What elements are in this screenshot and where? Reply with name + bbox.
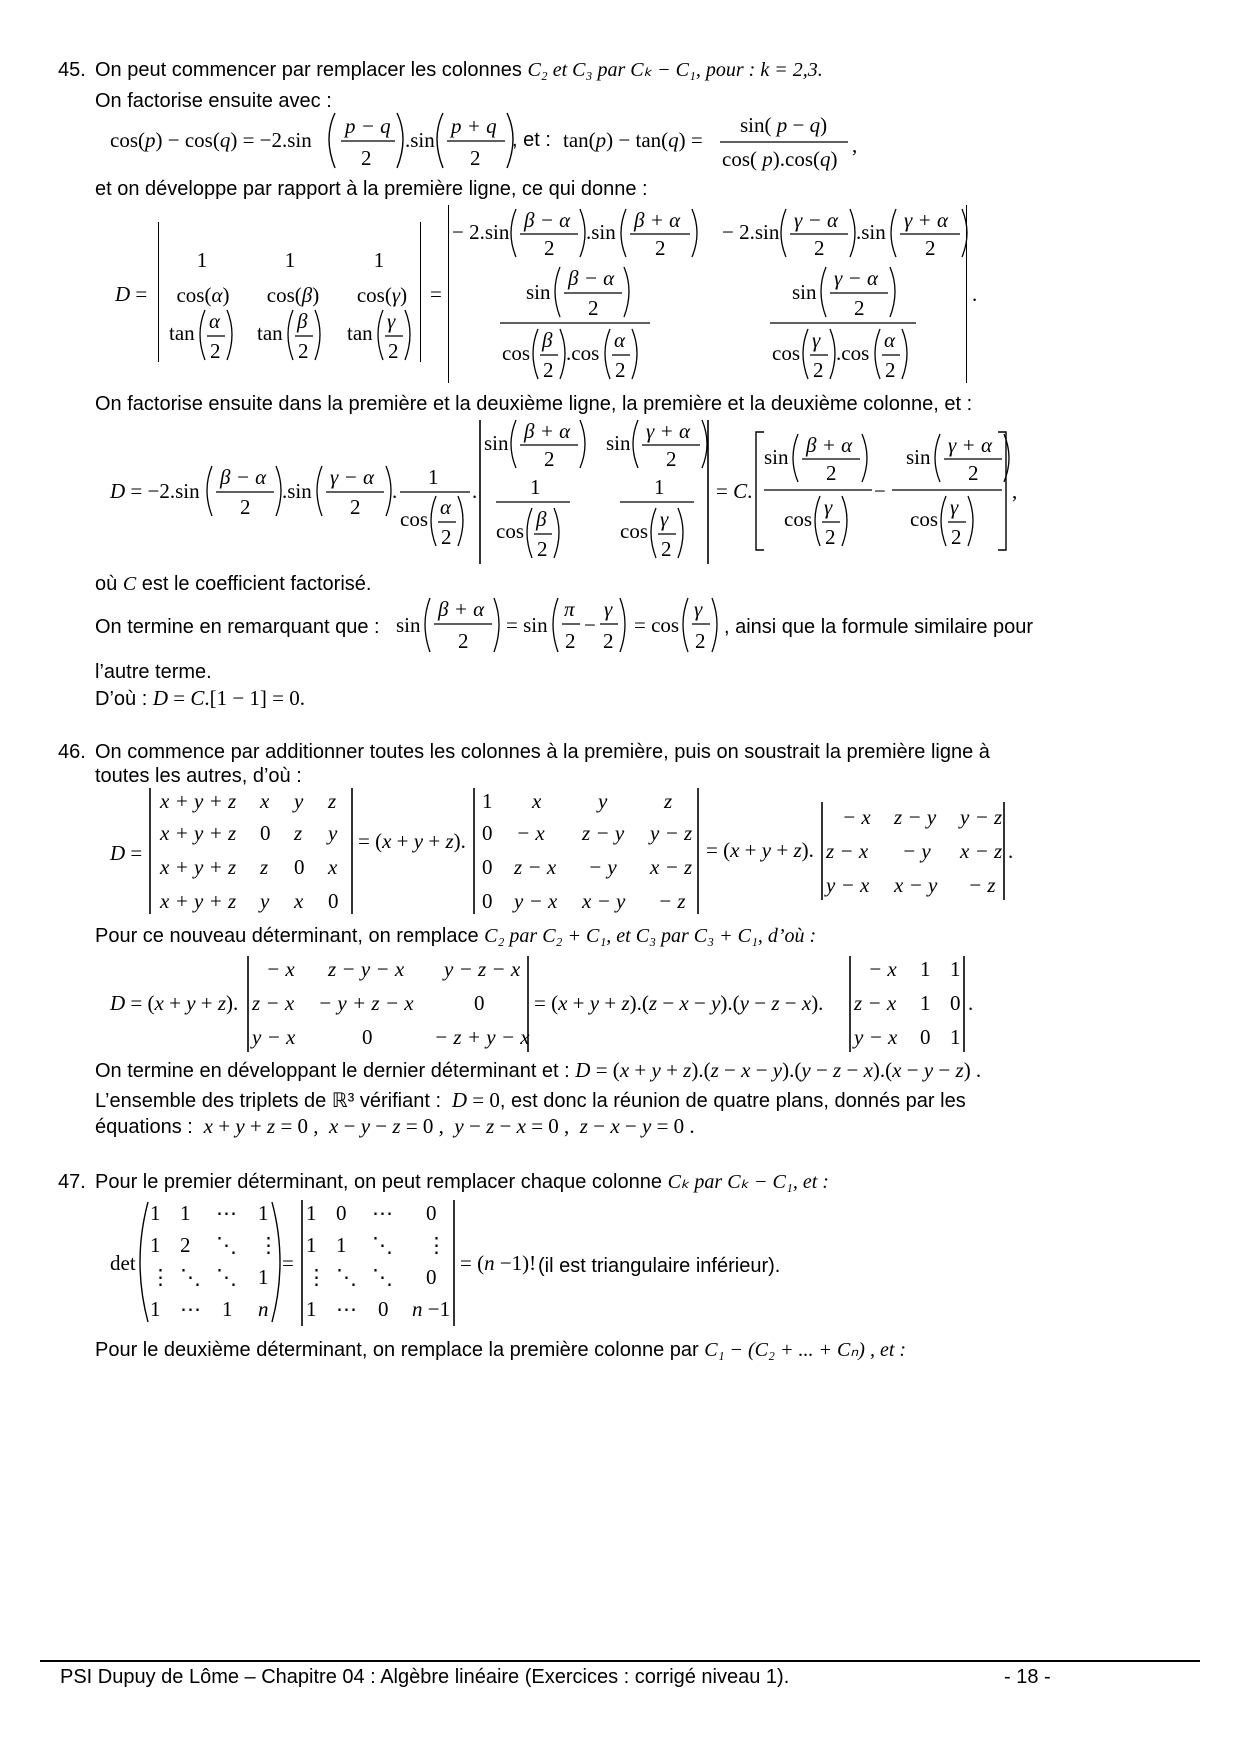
svg-text:1: 1 xyxy=(336,1233,347,1257)
svg-text:y − x: y − x xyxy=(252,1025,296,1049)
svg-text:γ: γ xyxy=(694,597,703,621)
svg-text:y − x: y − x xyxy=(826,873,870,897)
svg-text:.: . xyxy=(472,479,478,503)
ex45-det1-cell: 1 xyxy=(196,248,208,272)
ex45-line8 xyxy=(95,686,305,711)
svg-text:.cos: .cos xyxy=(566,341,600,365)
svg-text:− y: − y xyxy=(588,855,617,879)
svg-text:0: 0 xyxy=(482,889,493,913)
page-number: - 18 - xyxy=(1004,1666,1051,1688)
svg-text:⋯: ⋯ xyxy=(180,1297,201,1321)
svg-text:= (x + y + z).: = (x + y + z). xyxy=(706,838,814,862)
svg-text:1: 1 xyxy=(920,957,931,981)
svg-text:0: 0 xyxy=(920,1025,931,1049)
svg-text:2: 2 xyxy=(655,236,666,260)
svg-text:⋱: ⋱ xyxy=(216,1233,237,1257)
ex45-line6-math xyxy=(394,592,734,662)
svg-text:y − z: y − z xyxy=(960,805,1003,829)
svg-text:0: 0 xyxy=(378,1297,389,1321)
svg-text:− y: − y xyxy=(902,839,931,863)
svg-text:⋱: ⋱ xyxy=(180,1265,201,1289)
footer-rule xyxy=(40,1660,1200,1662)
svg-text:,: , xyxy=(852,133,858,157)
svg-text:sin: sin xyxy=(764,445,789,469)
svg-text:− z + y − x: − z + y − x xyxy=(434,1025,530,1049)
svg-text:γ − α: γ − α xyxy=(330,465,374,489)
svg-text:.sin: .sin xyxy=(586,220,616,244)
svg-text:2: 2 xyxy=(825,525,836,549)
svg-text:y: y xyxy=(328,821,338,845)
ex46-line3 xyxy=(95,924,816,948)
svg-text:.sin: .sin xyxy=(856,220,886,244)
svg-text:z: z xyxy=(260,855,269,879)
svg-text:γ + α: γ + α xyxy=(646,419,690,443)
svg-text:β: β xyxy=(297,309,308,333)
svg-text:cos: cos xyxy=(772,341,800,365)
svg-text:sin: sin xyxy=(606,431,631,455)
svg-text:0: 0 xyxy=(474,991,485,1015)
svg-text:2: 2 xyxy=(388,339,399,363)
svg-text:y − z − x: y − z − x xyxy=(444,957,521,981)
svg-text:x + y + z: x + y + z xyxy=(160,789,237,813)
svg-text:y − x: y − x xyxy=(854,1025,898,1049)
svg-text:D = (x + y + z).: D = (x + y + z). xyxy=(110,991,239,1015)
svg-text:γ: γ xyxy=(812,328,821,352)
ex45-det1-cell: cos(β) xyxy=(266,283,320,307)
svg-text:z − x: z − x xyxy=(514,855,557,879)
ex45-det1-cell: 1 xyxy=(284,248,296,272)
svg-text:2: 2 xyxy=(826,461,837,485)
svg-text:2: 2 xyxy=(180,1233,191,1257)
ex47-line1 xyxy=(95,1170,829,1194)
svg-text:⋮: ⋮ xyxy=(258,1233,279,1257)
ex45-line1 xyxy=(95,58,823,82)
svg-text:z: z xyxy=(328,789,337,813)
svg-text:.: . xyxy=(392,479,398,503)
svg-text:x: x xyxy=(260,789,270,813)
svg-text:2: 2 xyxy=(666,447,677,471)
ex45-line1-text: On peut commencer par remplacer les colonnes xyxy=(95,59,522,81)
ex46-line4-math: D = (x + y + z).(z − x − y).(y − z − x).(x − y − z) . xyxy=(575,1058,982,1082)
svg-text:1: 1 xyxy=(920,991,931,1015)
svg-text:2: 2 xyxy=(441,525,452,549)
svg-text:β − α: β − α xyxy=(568,266,615,290)
svg-text:2: 2 xyxy=(361,146,372,170)
svg-text:cos: cos xyxy=(784,507,812,531)
svg-text:γ − α: γ − α xyxy=(794,208,838,232)
svg-text:z: z xyxy=(294,821,303,845)
svg-text:γ: γ xyxy=(387,309,396,333)
svg-text:α: α xyxy=(884,328,896,352)
svg-text:1: 1 xyxy=(180,1201,191,1225)
svg-text:1: 1 xyxy=(306,1297,317,1321)
svg-text:1: 1 xyxy=(222,1297,233,1321)
ex47-line1-math: Cₖ par Cₖ − C₁, et : xyxy=(667,1171,829,1193)
svg-text:2: 2 xyxy=(814,236,825,260)
svg-text:0: 0 xyxy=(426,1265,437,1289)
svg-text:2: 2 xyxy=(615,358,626,382)
ex45-identity-tan-fraction xyxy=(718,112,868,172)
svg-text:⋱: ⋱ xyxy=(216,1265,237,1289)
ex45-det1rhs-right-bar xyxy=(966,205,967,383)
svg-text:.sin: .sin xyxy=(405,128,435,152)
footer-title: PSI Dupuy de Lôme – Chapitre 04 : Algèbre linéaire (Exercices : corrigé niveau 1). xyxy=(60,1666,790,1688)
ex45-line4: On factorise ensuite dans la première et la deuxième ligne, la première et la deuxième colonne, et : xyxy=(95,393,973,415)
svg-text:sin( p − q): sin( p − q) xyxy=(740,113,828,137)
svg-text:β + α: β + α xyxy=(634,208,681,232)
svg-text:1: 1 xyxy=(482,789,493,813)
svg-text:x + y + z: x + y + z xyxy=(160,855,237,879)
ex45-det2 xyxy=(108,418,1128,568)
svg-text:y: y xyxy=(294,789,304,813)
svg-text:tan: tan xyxy=(347,321,373,345)
ex45-det1-cell: cos(γ) xyxy=(356,283,408,307)
ex45-line6-end: , ainsi que la formule similaire pour xyxy=(724,616,1034,638)
exercise-number-45: 45. xyxy=(58,59,86,81)
exercise-number-47: 47. xyxy=(58,1171,86,1193)
ex45-det1rhs-left-bar xyxy=(448,205,449,383)
svg-text:0: 0 xyxy=(426,1201,437,1225)
svg-text:2: 2 xyxy=(661,537,672,561)
svg-text:z − y: z − y xyxy=(894,805,937,829)
svg-text:y − x: y − x xyxy=(514,889,558,913)
svg-text:2: 2 xyxy=(588,296,599,320)
svg-text:0: 0 xyxy=(294,855,305,879)
ex46-line5-text-a: L’ensemble des triplets de ℝ³ vérifiant : xyxy=(95,1090,442,1112)
svg-text:γ: γ xyxy=(660,507,669,531)
svg-text:n: n xyxy=(258,1297,269,1321)
ex46-line6-text: équations : xyxy=(95,1116,193,1138)
svg-text:⋮: ⋮ xyxy=(150,1265,171,1289)
svg-text:2: 2 xyxy=(537,537,548,561)
svg-text:x: x xyxy=(532,789,542,813)
svg-text:.: . xyxy=(1008,839,1014,863)
svg-text:γ: γ xyxy=(604,597,613,621)
svg-text:y: y xyxy=(598,789,608,813)
ex45-identity-cos-fraction xyxy=(325,108,525,178)
svg-text:1: 1 xyxy=(950,957,961,981)
svg-text:= (x + y + z).(z − x − y).(y −: = (x + y + z).(z − x − y).(y − z − x). xyxy=(534,991,824,1015)
ex46-second-line xyxy=(108,952,988,1057)
svg-text:⋯: ⋯ xyxy=(336,1297,357,1321)
svg-text:x − y: x − y xyxy=(582,889,626,913)
svg-text:cos( p).cos(q): cos( p).cos(q) xyxy=(722,147,838,171)
svg-text:⋮: ⋮ xyxy=(426,1233,447,1257)
svg-text:x + y + z: x + y + z xyxy=(160,821,237,845)
svg-text:1: 1 xyxy=(950,1025,961,1049)
svg-text:.sin: .sin xyxy=(282,479,312,503)
svg-text:1: 1 xyxy=(150,1201,161,1225)
ex46-line6 xyxy=(95,1114,695,1139)
svg-text:det: det xyxy=(110,1251,136,1275)
ex47-line2-text: Pour le deuxième déterminant, on remplace la première colonne par xyxy=(95,1339,699,1361)
svg-text:= (n −1)!: = (n −1)! xyxy=(460,1251,537,1275)
svg-text:1: 1 xyxy=(306,1201,317,1225)
ex46-line6-math: x + y + z = 0 , x − y − z = 0 , y − z − x = 0 , z − x − y = 0 . xyxy=(203,1114,695,1138)
svg-text:z − x: z − x xyxy=(854,991,897,1015)
svg-text:2: 2 xyxy=(951,525,962,549)
svg-text:cos: cos xyxy=(620,519,648,543)
svg-text:1: 1 xyxy=(306,1233,317,1257)
svg-text:γ − α: γ − α xyxy=(834,266,878,290)
svg-text:− x: − x xyxy=(266,957,295,981)
ex46-line4 xyxy=(95,1058,981,1083)
svg-text:2: 2 xyxy=(544,447,555,471)
svg-text:− x: − x xyxy=(842,805,871,829)
svg-text:β: β xyxy=(542,328,553,352)
svg-text:z − y: z − y xyxy=(582,821,625,845)
svg-text:= C.: = C. xyxy=(716,479,753,503)
svg-text:− y + z − x: − y + z − x xyxy=(318,991,414,1015)
ex45-line8-math: D = C.[1 − 1] = 0. xyxy=(152,686,306,710)
svg-text:x: x xyxy=(328,855,338,879)
svg-text:x − z: x − z xyxy=(650,855,693,879)
ex45-det1-left-bar xyxy=(158,222,159,362)
svg-text:.cos: .cos xyxy=(836,341,870,365)
svg-text:β + α: β + α xyxy=(438,597,485,621)
ex46-line5 xyxy=(95,1088,966,1113)
svg-text:1: 1 xyxy=(428,465,439,489)
svg-text:⋯: ⋯ xyxy=(372,1201,393,1225)
ex45-det1-eq: = xyxy=(430,282,442,306)
svg-text:.: . xyxy=(968,991,974,1015)
svg-text:α: α xyxy=(614,328,626,352)
svg-text:0: 0 xyxy=(482,821,493,845)
svg-text:2: 2 xyxy=(544,236,555,260)
ex45-det1-label: D = xyxy=(115,282,148,306)
svg-text:1: 1 xyxy=(150,1233,161,1257)
svg-text:⋱: ⋱ xyxy=(372,1233,393,1257)
svg-text:0: 0 xyxy=(482,855,493,879)
svg-text:2: 2 xyxy=(543,358,554,382)
svg-text:2: 2 xyxy=(813,358,824,382)
svg-text:1: 1 xyxy=(258,1265,269,1289)
svg-text:0: 0 xyxy=(950,991,961,1015)
svg-text:sin: sin xyxy=(792,280,817,304)
svg-text:1: 1 xyxy=(258,1201,269,1225)
svg-text:1: 1 xyxy=(654,475,665,499)
ex45-det1-right-bar xyxy=(420,222,421,362)
ex47-line1-text: Pour le premier déterminant, on peut remplacer chaque colonne xyxy=(95,1171,662,1193)
ex46-line4-text: On termine en développant le dernier déterminant et : xyxy=(95,1060,570,1082)
svg-text:,: , xyxy=(1012,479,1018,503)
svg-text:p − q: p − q xyxy=(345,114,391,138)
ex45-line6-text: On termine en remarquant que : xyxy=(95,616,380,638)
svg-text:1: 1 xyxy=(530,475,541,499)
svg-text:2: 2 xyxy=(854,296,865,320)
svg-text:⋮: ⋮ xyxy=(306,1265,327,1289)
ex46-line2: toutes les autres, d’où : xyxy=(95,765,302,787)
ex46-line3-math: C₂ par C₂ + C₁, et C₃ par C₃ + C₁, d’où : xyxy=(484,925,817,947)
exercise-number-46: 46. xyxy=(58,741,86,763)
svg-text:x − y: x − y xyxy=(894,873,938,897)
svg-text:γ + α: γ + α xyxy=(904,208,948,232)
svg-text:− z: − z xyxy=(968,873,996,897)
svg-text:− 2.sin: − 2.sin xyxy=(452,220,510,244)
svg-text:2: 2 xyxy=(240,495,251,519)
svg-text:tan: tan xyxy=(169,321,195,345)
svg-text:− z: − z xyxy=(658,889,686,913)
ex45-identity-cos: cos(p) − cos(q) = −2.sin xyxy=(110,128,312,152)
svg-text:D = −2.sin: D = −2.sin xyxy=(110,479,200,503)
svg-text:y − z: y − z xyxy=(650,821,693,845)
svg-text:2: 2 xyxy=(210,339,221,363)
svg-text:2: 2 xyxy=(885,358,896,382)
svg-text:2: 2 xyxy=(565,629,576,653)
svg-text:cos: cos xyxy=(496,519,524,543)
ex45-identity-tan: tan(p) − tan(q) = xyxy=(563,128,703,152)
svg-text:β − α: β − α xyxy=(524,208,571,232)
svg-text:2: 2 xyxy=(298,339,309,363)
svg-text:0: 0 xyxy=(362,1025,373,1049)
svg-text:= (x + y + z).: = (x + y + z). xyxy=(358,829,466,853)
ex45-line2: On factorise ensuite avec : xyxy=(95,90,332,112)
svg-text:−: − xyxy=(874,479,886,503)
ex45-det1-tan-row xyxy=(165,306,425,366)
svg-text:γ + α: γ + α xyxy=(948,433,992,457)
svg-text:z: z xyxy=(664,789,673,813)
svg-text:⋱: ⋱ xyxy=(336,1265,357,1289)
svg-text:cos: cos xyxy=(910,507,938,531)
svg-text:− x: − x xyxy=(516,821,545,845)
ex45-line3: et on développe par rapport à la première ligne, ce qui donne : xyxy=(95,178,648,200)
svg-text:2: 2 xyxy=(695,629,706,653)
svg-text:γ: γ xyxy=(950,495,959,519)
svg-text:β + α: β + α xyxy=(806,433,853,457)
svg-text:cos: cos xyxy=(400,507,428,531)
svg-text:− x: − x xyxy=(868,957,897,981)
svg-text:α: α xyxy=(440,495,452,519)
svg-text:x + y + z: x + y + z xyxy=(160,889,237,913)
ex45-line8-text: D’où : xyxy=(95,688,148,710)
svg-text:2: 2 xyxy=(458,629,469,653)
svg-text:p + q: p + q xyxy=(451,114,497,138)
svg-text:x: x xyxy=(294,889,304,913)
svg-text:sin: sin xyxy=(484,431,509,455)
svg-text:β − α: β − α xyxy=(220,465,267,489)
ex45-det1rhs-period: . xyxy=(972,282,978,306)
svg-text:sin: sin xyxy=(906,445,931,469)
svg-text:2: 2 xyxy=(968,461,979,485)
svg-text:2: 2 xyxy=(925,236,936,260)
svg-text:sin: sin xyxy=(526,280,551,304)
ex47-line2-math: C₁ − (C₂ + ... + Cₙ) , et : xyxy=(704,1339,907,1361)
ex45-det1-cell: 1 xyxy=(373,248,385,272)
ex46-line1: On commence par additionner toutes les colonnes à la première, puis on soustrait la première ligne à xyxy=(95,741,990,763)
svg-text:β + α: β + α xyxy=(524,419,571,443)
svg-text:⋯: ⋯ xyxy=(216,1201,237,1225)
ex45-det1rhs-content xyxy=(450,205,970,385)
ex45-line1-math: C₂ et C₃ par Cₖ − C₁, pour : k = 2,3. xyxy=(527,59,823,81)
svg-text:0: 0 xyxy=(336,1201,347,1225)
svg-text:0: 0 xyxy=(260,821,271,845)
ex46-determinants xyxy=(148,788,1028,918)
svg-text:z − x: z − x xyxy=(826,839,869,863)
ex46-line5-math: D = 0 xyxy=(451,1088,500,1112)
svg-text:−: − xyxy=(584,613,596,637)
svg-text:1: 1 xyxy=(150,1297,161,1321)
ex45-det1-cell: cos(α) xyxy=(176,283,230,307)
svg-text:π: π xyxy=(564,597,575,621)
svg-text:cos: cos xyxy=(502,341,530,365)
svg-text:=: = xyxy=(282,1251,294,1275)
svg-text:α: α xyxy=(209,309,221,333)
svg-text:x − z: x − z xyxy=(960,839,1003,863)
svg-text:sin: sin xyxy=(396,613,421,637)
svg-text:2: 2 xyxy=(603,629,614,653)
ex47-line2 xyxy=(95,1338,906,1362)
svg-text:y: y xyxy=(260,889,270,913)
ex46-line5-text-b: , est donc la réunion de quatre plans, donnés par les xyxy=(499,1090,966,1112)
ex45-line7: l’autre terme. xyxy=(95,661,212,683)
svg-text:z − y − x: z − y − x xyxy=(328,957,405,981)
svg-text:= cos: = cos xyxy=(634,613,680,637)
ex45-identity-sep: , et : xyxy=(512,129,551,151)
svg-text:2: 2 xyxy=(350,495,361,519)
ex46-line3-text: Pour ce nouveau déterminant, on remplace xyxy=(95,925,479,947)
svg-text:2: 2 xyxy=(470,146,481,170)
svg-text:− 2.sin: − 2.sin xyxy=(722,220,780,244)
ex47-result-note: (il est triangulaire inférieur). xyxy=(538,1255,781,1277)
svg-text:⋱: ⋱ xyxy=(372,1265,393,1289)
svg-text:= sin: = sin xyxy=(506,613,548,637)
svg-text:0: 0 xyxy=(328,889,339,913)
svg-text:γ: γ xyxy=(824,495,833,519)
svg-text:tan: tan xyxy=(257,321,283,345)
ex46-detA-label: D = xyxy=(110,841,143,865)
svg-text:n −1: n −1 xyxy=(412,1297,451,1321)
ex45-line5: où C est le coefficient factorisé. xyxy=(95,573,372,595)
svg-text:z − x: z − x xyxy=(252,991,295,1015)
svg-text:β: β xyxy=(536,507,547,531)
